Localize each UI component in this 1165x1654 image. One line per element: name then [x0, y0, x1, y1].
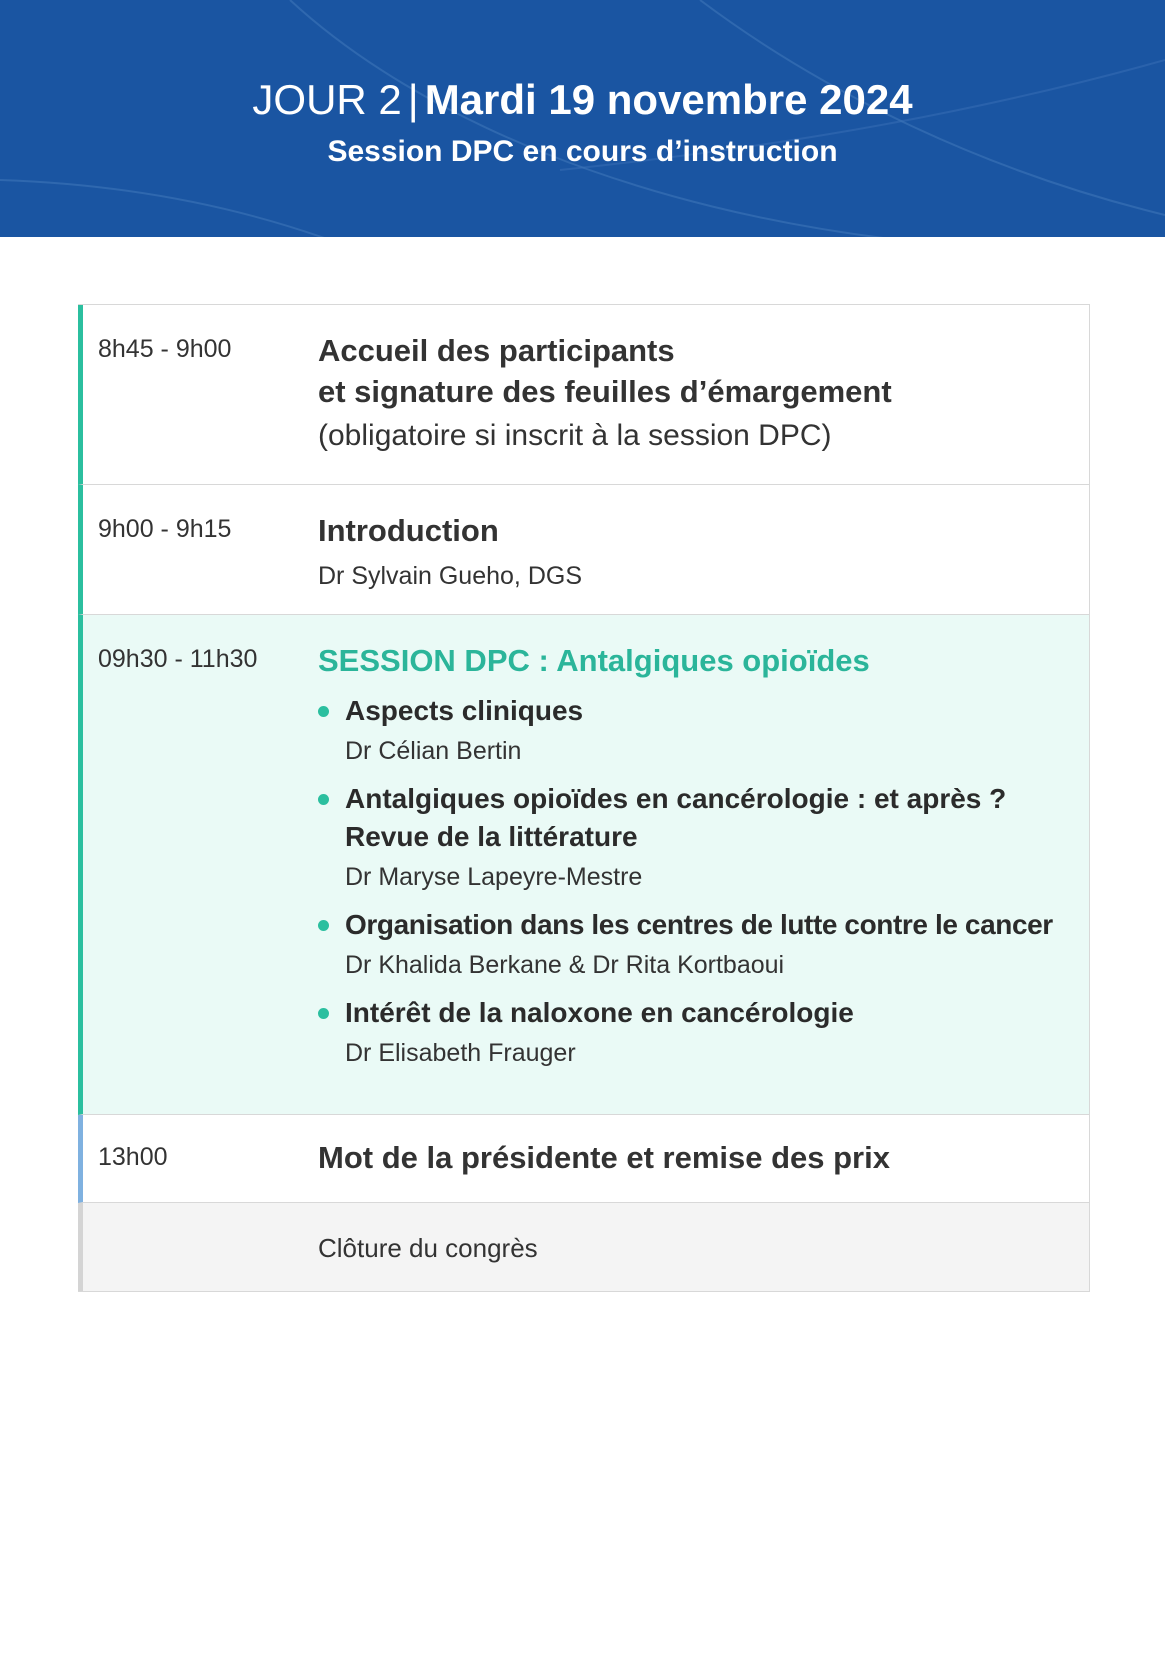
- schedule-row-closing: [78, 1203, 1089, 1291]
- talk-speaker: Dr Maryse Lapeyre-Mestre: [345, 863, 643, 891]
- time-slot: 8h45 - 9h00: [98, 335, 232, 363]
- session-talk-list: [318, 692, 1069, 1070]
- row-title-line1: Accueil des participants: [318, 333, 675, 368]
- schedule-table: [78, 304, 1090, 1292]
- talk-speaker: Dr Elisabeth Frauger: [345, 1039, 576, 1067]
- row-content: [318, 485, 1089, 593]
- schedule-row-introduction: [78, 485, 1089, 615]
- row-content: [318, 1115, 1089, 1178]
- talk-title: Aspects cliniques: [345, 695, 584, 726]
- bullet-dot-icon: [318, 920, 329, 931]
- row-note: (obligatoire si inscrit à la session DPC): [318, 419, 832, 452]
- talk-title: Intérêt de la naloxone en cancérologie: [345, 997, 854, 1028]
- bullet-dot-icon: [318, 794, 329, 805]
- talk-title-line1: Antalgiques opioïdes en cancérologie : et après ?: [345, 783, 1007, 814]
- list-item: [318, 692, 1069, 768]
- event-date: Mardi 19 novembre 2024: [424, 76, 913, 123]
- row-speaker: Dr Sylvain Gueho, DGS: [318, 562, 582, 590]
- list-item: [318, 906, 1069, 982]
- talk-title: Organisation dans les centres de lutte contre le cancer: [345, 909, 1053, 940]
- schedule-row-awards: [78, 1115, 1089, 1203]
- row-title: Clôture du congrès: [318, 1233, 538, 1263]
- schedule-row-welcome: [78, 305, 1089, 485]
- row-title-line2: et signature des feuilles d’émargement: [318, 374, 892, 409]
- bullet-dot-icon: [318, 706, 329, 717]
- row-content: [318, 615, 1089, 1070]
- time-slot: 13h00: [98, 1143, 168, 1171]
- row-title: Introduction: [318, 513, 499, 548]
- page-subtitle: Session DPC en cours d’instruction: [327, 135, 838, 168]
- row-content: [318, 305, 1089, 456]
- page-title: [0, 74, 1165, 126]
- talk-title-line2: Revue de la littérature: [345, 821, 638, 852]
- header-banner: [0, 0, 1165, 237]
- talk-speaker: Dr Khalida Berkane & Dr Rita Kortbaoui: [345, 951, 785, 979]
- talk-speaker: Dr Célian Bertin: [345, 737, 522, 765]
- time-slot: 09h30 - 11h30: [98, 645, 258, 673]
- list-item: [318, 994, 1069, 1070]
- list-item: [318, 780, 1069, 894]
- time-slot: 9h00 - 9h15: [98, 515, 232, 543]
- session-title: SESSION DPC : Antalgiques opioïdes: [318, 643, 870, 678]
- schedule-row-dpc-session: [78, 615, 1089, 1115]
- row-title: Mot de la présidente et remise des prix: [318, 1140, 890, 1175]
- row-content: [318, 1203, 1089, 1265]
- title-separator: |: [407, 76, 419, 123]
- bullet-dot-icon: [318, 1008, 329, 1019]
- day-label: JOUR 2: [252, 76, 402, 123]
